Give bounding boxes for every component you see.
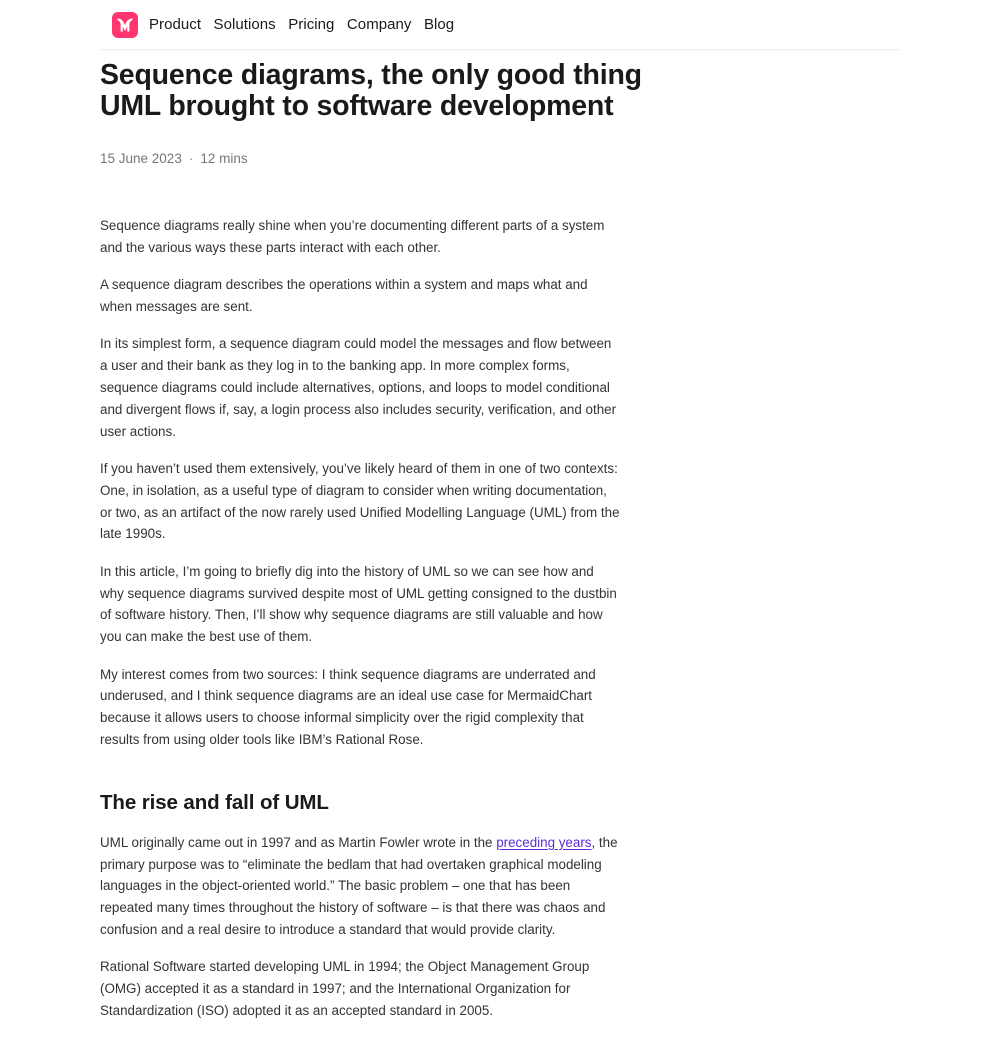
paragraph-text: UML originally came out in 1997 and as Martin Fowler wrote in the	[100, 834, 497, 850]
article-date: 15 June 2023	[100, 151, 182, 166]
paragraph: In its simplest form, a sequence diagram could model the messages and flow between a user and their bank as they log in to the banking app. In more complex forms, sequence diagrams could include alternatives, options, and loops to model conditional and divergent flows if, say, a login process also includes security, verification, and other user actions.	[100, 336, 617, 439]
nav-solutions-link[interactable]: Solutions	[213, 16, 276, 33]
paragraph: Sequence diagrams really shine when you’re documenting different parts of a system and the various ways these parts interact with each other.	[100, 218, 605, 255]
paragraph-with-link	[100, 832, 620, 941]
meta-separator: ·	[188, 151, 194, 166]
article-title-line-1: Sequence diagrams, the only good thing	[100, 59, 642, 91]
article-meta	[100, 151, 620, 166]
section-heading: The rise and fall of UML	[100, 790, 329, 814]
paragraph: In this article, I’m going to briefly dig into the history of UML so we can see how and why sequence diagrams survived despite most of UML getting consigned to the dustbin of software history. Then, I’ll show why sequence diagrams are still valuable and how you can make the best use of them.	[100, 563, 617, 645]
nav-company-link[interactable]: Company	[346, 16, 412, 33]
nav-pricing-link[interactable]: Pricing	[288, 16, 335, 33]
paragraph: If you haven’t used them extensively, you’ve likely heard of them in one of two contexts: One, in isolation, as a useful type of diagram to consider when writing documentation, or two, as an artifact of the now rarely used Unified Modelling Language (UML) from the late 1990s.	[100, 460, 620, 542]
nav-links	[149, 16, 467, 33]
mermaidchart-logo-icon[interactable]	[112, 12, 138, 38]
article-read-time: 12 mins	[200, 151, 248, 166]
article	[100, 59, 642, 1037]
top-navbar	[100, 0, 900, 50]
article-title	[100, 60, 700, 122]
nav-blog-link[interactable]: Blog	[423, 16, 455, 33]
paragraph: A sequence diagram describes the operations within a system and maps what and when messages are sent.	[100, 277, 588, 314]
preceding-years-link[interactable]: preceding years	[496, 834, 592, 850]
paragraph-text: , the primary purpose was to “eliminate the bedlam that had overtaken graphical modeling languages in the object-oriented world.” The basic problem – one that has been repeated many times throughout the history of software – is that there was chaos and confusion and a real desire to introduce a standard that would provide clarity.	[100, 834, 618, 937]
article-title-line-2: UML brought to software development	[100, 90, 614, 122]
paragraph: My interest comes from two sources: I think sequence diagrams are underrated and underused, and I think sequence diagrams are an ideal use case for MermaidChart because it allows users to choose informal simplicity over the rigid complexity that results from using older tools like IBM’s Rational Rose.	[100, 666, 596, 747]
paragraph: Rational Software started developing UML in 1994; the Object Management Group (OMG) accepted it as a standard in 1997; and the International Organization for Standardization (ISO) adopted it as an accepted standard in 2005.	[100, 959, 590, 1018]
mermaid-m-icon	[115, 15, 135, 35]
nav-product-link[interactable]: Product	[149, 16, 202, 33]
article-body	[100, 215, 620, 1022]
